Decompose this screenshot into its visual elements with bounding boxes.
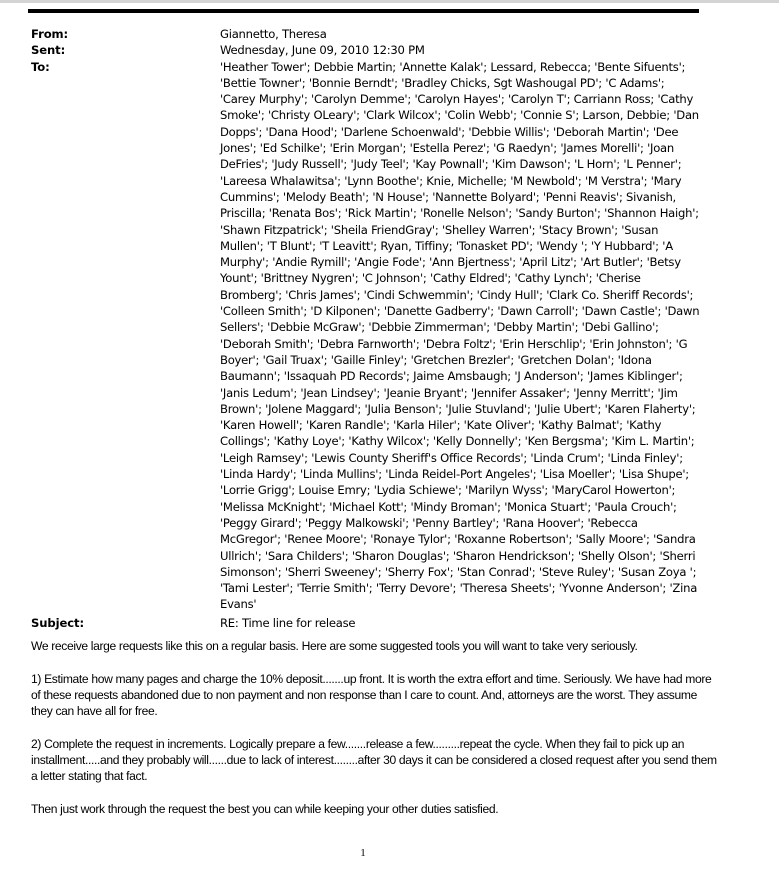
to-label: To: <box>31 59 50 74</box>
page-number: 1 <box>360 847 366 859</box>
body-paragraph: 2) Complete the request in increments. Logically prepare a few.......release a few.........repeat the cycle. When they fail to pick up an installment.....and they probably will......due to lack of interest........after 30 days it can be considered a closed request after you send them a letter stating that fact. <box>31 736 717 784</box>
body-paragraph: 1) Estimate how many pages and charge the 10% deposit.......up front. It is worth the extra effort and time. Seriously. We have had more of these requests abandoned due to non payment and non response than I care to count. And, attorneys are the worst. They assume they can have all for free. <box>31 671 712 719</box>
from-value: Giannetto, Theresa <box>220 27 327 41</box>
sent-row <box>31 42 701 58</box>
subject-label: Subject: <box>31 615 84 630</box>
email-header <box>31 26 701 631</box>
from-row <box>31 26 701 42</box>
page-top-edge <box>0 0 779 3</box>
sent-label: Sent: <box>31 43 66 58</box>
email-body <box>31 638 721 834</box>
to-row <box>31 59 701 613</box>
header-divider <box>28 9 699 13</box>
body-paragraph: We receive large requests like this on a regular basis. Here are some suggested tools you will want to take very seriously. <box>31 639 638 653</box>
body-paragraph: Then just work through the request the best you can while keeping your other duties satisfied. <box>31 801 499 816</box>
sent-value: Wednesday, June 09, 2010 12:30 PM <box>220 43 425 58</box>
subject-value: RE: Time line for release <box>220 615 356 630</box>
from-label: From: <box>31 27 69 41</box>
to-recipients: 'Heather Tower'; Debbie Martin; 'Annette Kalak'; Lessard, Rebecca; 'Bente Sifuents'; 'Bettie Towner'; 'Bonnie Berndt'; 'Bradley Chicks, Sgt Washougal PD'; 'C Adams'; 'Carey Murphy'; 'Carolyn Demme'; 'Carolyn Hayes'; 'Carolyn T'; Carriann Ross; 'Cathy Smoke'; 'Christy OLeary'; 'Clark Wilcox'; 'Colin Webb'; 'Connie S'; Larson, Debbie; 'Dan Dopps'; 'Dana Hood'; 'Darlene Schoenwald'; 'Debbie Willis'; 'Deborah Martin'; 'Dee Jones'; 'Ed Schilke'; 'Erin Morgan'; 'Estella Perez'; 'G Raedyn'; 'James Morelli'; 'Joan DeFries'; 'Judy Russell'; 'Judy Teel'; 'Kay Pownall'; 'Kim Dawson'; 'L Horn'; 'L Penner'; 'Lareesa Whalawitsa'; 'Lynn Boothe'; Knie, Michelle; 'M Newbold'; 'M Verstra'; 'Mary Cummins'; 'Melody Beath'; 'N House'; 'Nannette Bolyard'; 'Penni Reavis'; Sivanish, Priscilla; 'Renata Bos'; 'Rick Martin'; 'Ronelle Nelson'; 'Sandy Burton'; 'Shannon Haigh'; 'Shawn Fitzpatrick'; 'Sheila FriendGray'; 'Shelley Warren'; 'Stacy Brown'; 'Susan Mullen'; 'T Blunt'; 'T Leavitt'; Ryan, Tiffiny; 'Tonasket PD'; 'Wendy '; 'Y Hubbard'; 'A Murphy'; 'Andie Rymill'; 'Angie Fode'; 'Ann Bjertness'; 'April Litz'; 'Art Butler'; 'Betsy Yount'; 'Brittney Nygren'; 'C Johnson'; 'Cathy Eldred'; 'Cathy Lynch'; 'Cherise Bromberg'; 'Chris James'; 'Cindi Schwemmin'; 'Cindy Hull'; 'Clark Co. Sheriff Records'; 'Colleen Smith'; 'D Kilponen'; 'Danette Gadberry'; 'Dawn Carroll'; 'Dawn Castle'; 'Dawn Sellers'; 'Debbie McGraw'; 'Debbie Zimmerman'; 'Debby Martin'; 'Debi Gallino'; 'Deborah Smith'; 'Debra Farnworth'; 'Debra Foltz'; 'Erin Herschlip'; 'Erin Johnston'; 'G Boyer'; 'Gail Truax'; 'Gaille Finley'; 'Gretchen Brezler'; 'Gretchen Dolan'; 'Idona Baumann'; 'Issaquah PD Records'; Jaime Amsbaugh; 'J Anderson'; 'James Kiblinger'; 'Janis Ledum'; 'Jean Lindsey'; 'Jeanie Bryant'; 'Jennifer Assaker'; 'Jenny Merritt'; 'Jim Brown'; 'Jolene Maggard'; 'Julia Benson'; 'Julie Stuvland'; 'Julie Ubert'; 'Karen Flaherty'; 'Karen Howell'; 'Karen Randle'; 'Karla Hiler'; 'Kate Oliver'; 'Kathy Balmat'; 'Kathy Collings'; 'Kathy Loye'; 'Kathy Wilcox'; 'Kelly Donnelly'; 'Ken Bergsma'; 'Kim L. Martin'; 'Leigh Ramsey'; 'Lewis County Sheriff's Office Records'; 'Linda Crum'; 'Linda Finley'; 'Linda Hardy'; 'Linda Mullins'; 'Linda Reidel-Port Angeles'; 'Lisa Moeller'; 'Lisa Shupe'; 'Lorrie Grigg'; Louise Emry; 'Lydia Schiewe'; 'Marilyn Wyss'; 'MaryCarol Howerton'; 'Melissa McKnight'; 'Michael Kott'; 'Mindy Broman'; 'Monica Stuart'; 'Paula Crouch'; 'Peggy Girard'; 'Peggy Malkowski'; 'Penny Bartley'; 'Rana Hoover'; 'Rebecca McGregor'; 'Renee Moore'; 'Ronaye Tylor'; 'Roxanne Robertson'; 'Sally Moore'; 'Sandra Ullrich'; 'Sara Childers'; 'Sharon Douglas'; 'Sharon Hendrickson'; 'Shelly Olson'; 'Sherri Simonson'; 'Sherri Sweeney'; 'Sherry Fox'; 'Stan Conrad'; 'Steve Ruley'; 'Susan Zoya '; 'Tami Lester'; 'Terrie Smith'; 'Terry Devore'; 'Theresa Sheets'; 'Yvonne Anderson'; 'Zina Evans' <box>220 59 700 612</box>
subject-row <box>31 615 701 631</box>
